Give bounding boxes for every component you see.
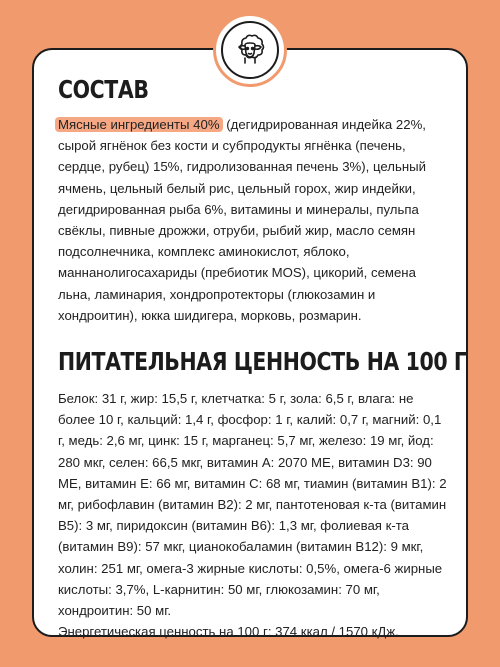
composition-text xyxy=(58,114,450,326)
meat-ingredients-highlight: Мясные ингредиенты 40% xyxy=(55,117,223,132)
composition-title: СОСТАВ xyxy=(58,75,149,104)
composition-ingredients: (дегидрированная индейка 22%, сырой ягнёнок без кости и субпродукты ягнёнка (печень, сердце, рубец) 15%, гидролизованная печень 3%), цельный ячмень, цельный белый рис, цельный горох, жир индейки, дегидрированная рыба 6%, витамины и минералы, пульпа свёклы, пивные дрожжи, отруби, рыбий жир, масло семян подсолнечника, комплекс аминокислот, яблоко, маннанолигосахариды (пребиотик MOS), цикорий, семена льна, ламинария, хондропротекторы (глюкозамин и хондроитин), юкка шидигера, морковь, розмарин. xyxy=(58,117,426,323)
energy-value: Энергетическая ценность на 100 г: 374 ккал / 1570 кДж. xyxy=(58,624,399,640)
sheep-icon xyxy=(230,30,270,70)
nutrition-title: ПИТАТЕЛЬНАЯ ЦЕННОСТЬ НА 100 Г xyxy=(58,347,467,377)
card-content xyxy=(58,70,467,642)
sheep-badge xyxy=(213,13,287,87)
badge-ring xyxy=(221,21,279,79)
nutrition-values: Белок: 31 г, жир: 15,5 г, клетчатка: 5 г, зола: 6,5 г, влага: не более 10 г, кальций: 1,4 г, фосфор: 1 г, калий: 0,7 г, магний: 0,1 г, медь: 2,6 мг, цинк: 15 г, марганец: 5,7 мг, железо: 19 мг, йод: 280 мкг, селен: 66,5 мкг, витамин А: 2070 МЕ, витамин D3: 90 МЕ, витамин Е: 66 мг, витамин С: 68 мг, тиамин (витамин В1): 2 мг, рибофлавин (витамин В2): 2 мг, пантотеновая к-та (витамин В5): 3 мг, пиридоксин (витамин В6): 1,3 мг, фолиевая к-та (витамин В9): 57 мкг, цианокобаламин (витамин В12): 9 мкг, холин: 251 мг, омега-3 жирные кислоты: 0,5%, омега-6 жирные кислоты: 3,7%, L-карнитин: 50 мг, глюкозамин: 70 мг, хондроитин: 50 мг. xyxy=(58,391,447,619)
nutrition-text xyxy=(58,388,450,642)
